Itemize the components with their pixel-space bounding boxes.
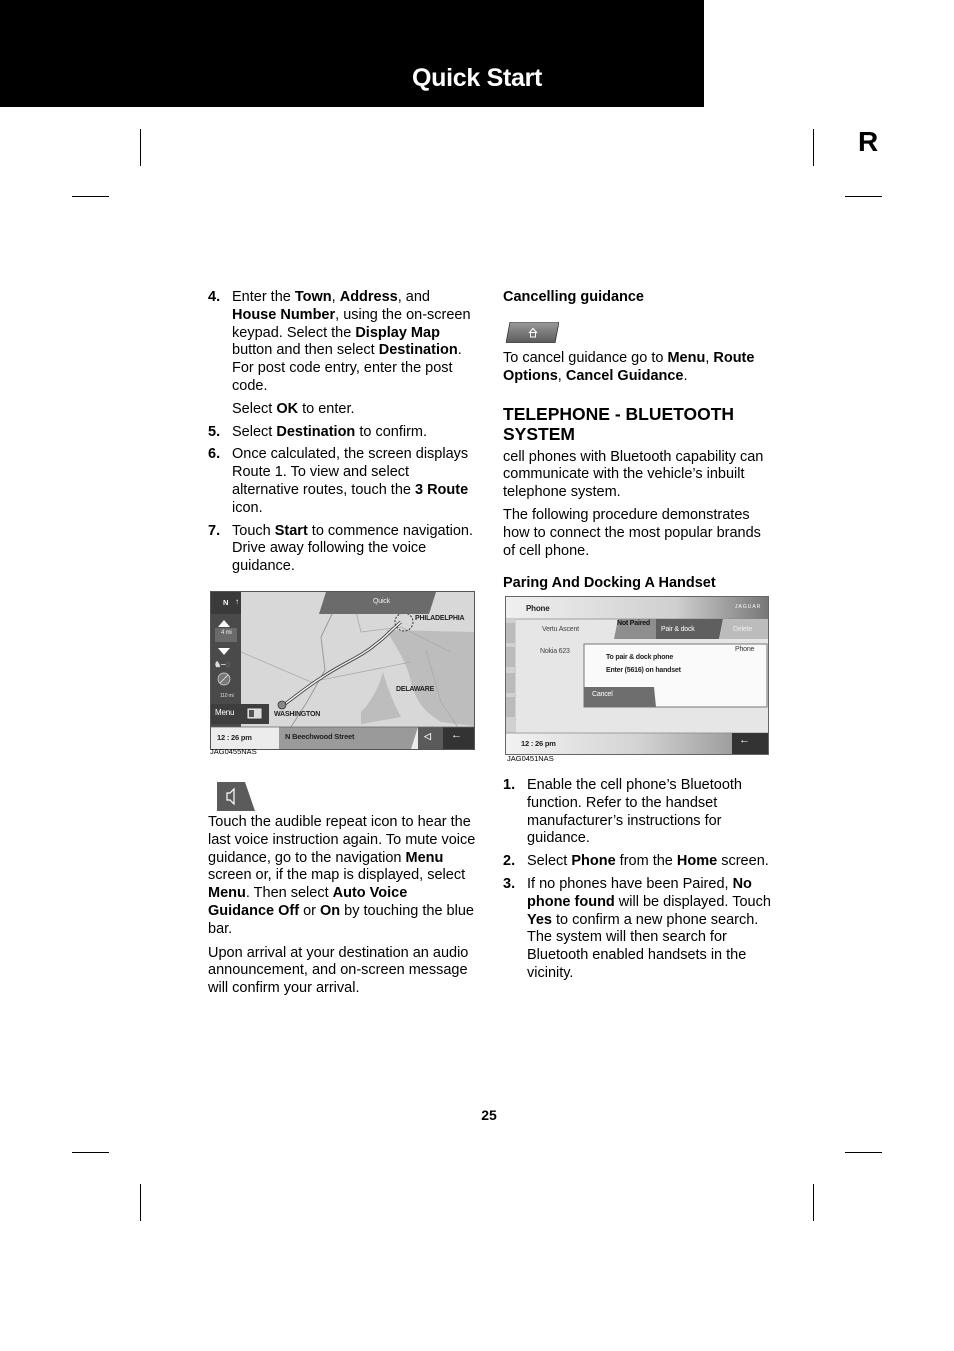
step-number: 7. [208,522,221,539]
step-number: 6. [208,446,221,463]
text-run: Select [232,423,277,440]
step-text [527,876,773,983]
crop-mark [845,1152,882,1153]
bold-term: Home [676,853,718,870]
step-text [232,289,476,396]
text-run: . Then select [245,885,333,902]
speaker-icon[interactable]: ◁ [424,731,431,741]
right-column [503,289,773,319]
bold-term: Address [339,289,398,305]
bold-term: Auto Voice Guidance Off [208,885,408,919]
crop-mark [813,1184,814,1221]
step-subtext [232,401,476,419]
page-title: Quick Start [411,64,543,92]
city-label: DELAWARE [396,686,435,693]
page-number: 25 [481,1107,497,1123]
bold-term: No phone found [527,875,752,910]
text-run: , and [397,289,430,305]
city-label: WASHINGTON [274,711,321,718]
crop-mark [845,196,882,197]
text-run: to commence navigation. Drive away following the voice guidance. [232,522,474,575]
city-label: PHILADELPHIA [415,615,465,622]
step-text [232,424,476,442]
step-number: 4. [208,289,221,305]
intro-paragraph: The following procedure demonstrates how to connect the most popular brands of cell phone. [503,506,761,559]
section-heading: TELEPHONE - BLUETOOTH SYSTEM [503,403,735,444]
text-run: to enter. [298,400,355,417]
figure-code: JAG0451NAS [507,754,554,763]
phone-screen-title: Phone [526,604,550,613]
text-run: to confirm. [355,423,428,440]
popup-title: Phone [735,646,755,653]
audible-repeat-icon [217,782,255,811]
bold-term: Menu [667,350,706,366]
text-run: Once calculated, the screen displays Route 1. To view and select alternative routes, touch the [232,446,469,498]
step-item [503,777,773,848]
text-run: or [299,902,320,919]
step-list [208,289,476,576]
north-indicator: N [223,598,229,607]
device-name[interactable]: Nokia 623 [540,648,570,655]
text-run: Select [232,400,277,417]
device-name[interactable]: Vertu Ascent [542,626,579,633]
paring-heading: Paring And Docking A Handset [503,575,716,592]
north-arrow-icon: ↑ [235,597,239,606]
section-letter: R [858,126,879,157]
brand-logo: JAGUAR [735,604,762,610]
back-arrow-icon[interactable]: ← [451,729,462,741]
crop-mark [72,1152,109,1153]
pair-dock-button[interactable]: Pair & dock [661,626,695,633]
step-item [208,523,476,576]
text-run: button and then select [232,342,379,359]
step-list [503,777,773,983]
bold-term: Menu [208,885,246,902]
text-run: . [683,367,688,384]
text-run: will be displayed. Touch [614,893,771,910]
map-screenshot [210,591,475,750]
home-icon [506,322,559,343]
delete-button[interactable]: Delete [733,626,753,633]
bold-term: Cancel Guidance [565,367,684,384]
step-text [527,777,773,848]
crop-mark [140,129,141,166]
popup-line: To pair & dock phone [606,654,674,661]
clock-display: 12 : 26 pm [217,733,252,742]
repeat-paragraphs [208,814,476,998]
bold-term: Display Map [355,324,440,341]
text-run: by touching the blue bar. [208,902,474,937]
step-number: 5. [208,423,221,440]
crop-mark [140,1184,141,1221]
text-run: screen. [717,853,769,870]
crop-mark [72,196,109,197]
bold-term: Destination [378,342,458,359]
bold-term: Menu [405,849,444,866]
bold-term: OK [276,400,299,417]
body-paragraph [208,945,476,998]
bold-term: Start [274,522,308,539]
bold-term: Town [294,289,332,305]
text-run: To cancel guidance go to [503,350,668,366]
map-scale: 4 mi [221,630,232,636]
bold-term: Yes [527,911,552,928]
popup-line: Enter (5616) on handset [606,667,681,674]
text-run: Touch the audible repeat icon to hear the last voice instruction again. To mute voice guidance, go to the navigation [208,814,476,866]
repeat-section [208,814,476,1004]
back-arrow-icon[interactable]: ← [739,734,750,746]
text-run: , [331,289,340,305]
text-run: If no phones have been Paired, [527,875,733,892]
cancel-guidance-text [503,350,773,386]
bold-term: Route Options [503,350,755,384]
step-item [503,876,773,983]
step-item [503,853,773,871]
bold-term: Destination [276,423,356,440]
step-item [208,289,476,419]
text-run: icon. [232,499,263,516]
bold-term: Phone [571,853,616,870]
text-run: Enter the [232,289,295,305]
cancel-button[interactable]: Cancel [592,691,613,698]
intro-paragraph: cell phones with Bluetooth capability can communicate with the vehicle’s inbuilt telephone system. [503,448,764,501]
pair-status: Not Paired [617,620,651,627]
clock-display: 12 : 26 pm [521,739,556,748]
body-paragraph [208,814,476,939]
route-mode-label: Quick [373,598,390,605]
menu-button[interactable]: Menu [215,708,235,717]
text-run: from the [615,853,677,870]
step-text [232,523,476,576]
right-steps-section [503,777,773,988]
header-bar [0,0,704,107]
step-number: 1. [503,777,516,793]
step-text [232,446,476,517]
bold-term: 3 Route [414,481,469,498]
text-run: . For post code entry, enter the post code. [232,342,462,394]
figure-code: JAG0455NAS [210,747,257,756]
text-run: Enable the cell phone’s Bluetooth function. Refer to the handset manufacturer’s instructions for guidance. [527,777,742,847]
text-run: Touch [232,522,275,539]
text-run: , [557,367,566,384]
text-run: screen or, if the map is displayed, select [208,867,466,884]
right-column-body [503,350,773,605]
cancel-guidance-heading: Cancelling guidance [503,289,644,305]
vehicle-icon: ♞‒◌ [214,660,230,669]
left-column [208,289,476,581]
crop-mark [813,129,814,166]
step-text [527,853,773,871]
bold-term: House Number [232,306,336,323]
bold-term: On [320,902,341,919]
text-run: Upon arrival at your destination an audio announcement, and on-screen message will confirm your arrival. [208,944,469,997]
step-number: 3. [503,875,516,892]
text-run: Select [527,853,572,870]
street-name: N Beechwood Street [285,732,355,741]
step-number: 2. [503,853,516,870]
text-run: to confirm a new phone search. The system will then search for Bluetooth enabled handsets in the vicinity. [527,911,759,981]
text-run: , [705,350,714,366]
phone-screenshot [505,596,769,755]
map-scale-small: 110 mi [220,693,234,699]
text-run: , using the on-screen keypad. Select the [232,306,471,341]
step-item [208,424,476,442]
step-item [208,446,476,517]
